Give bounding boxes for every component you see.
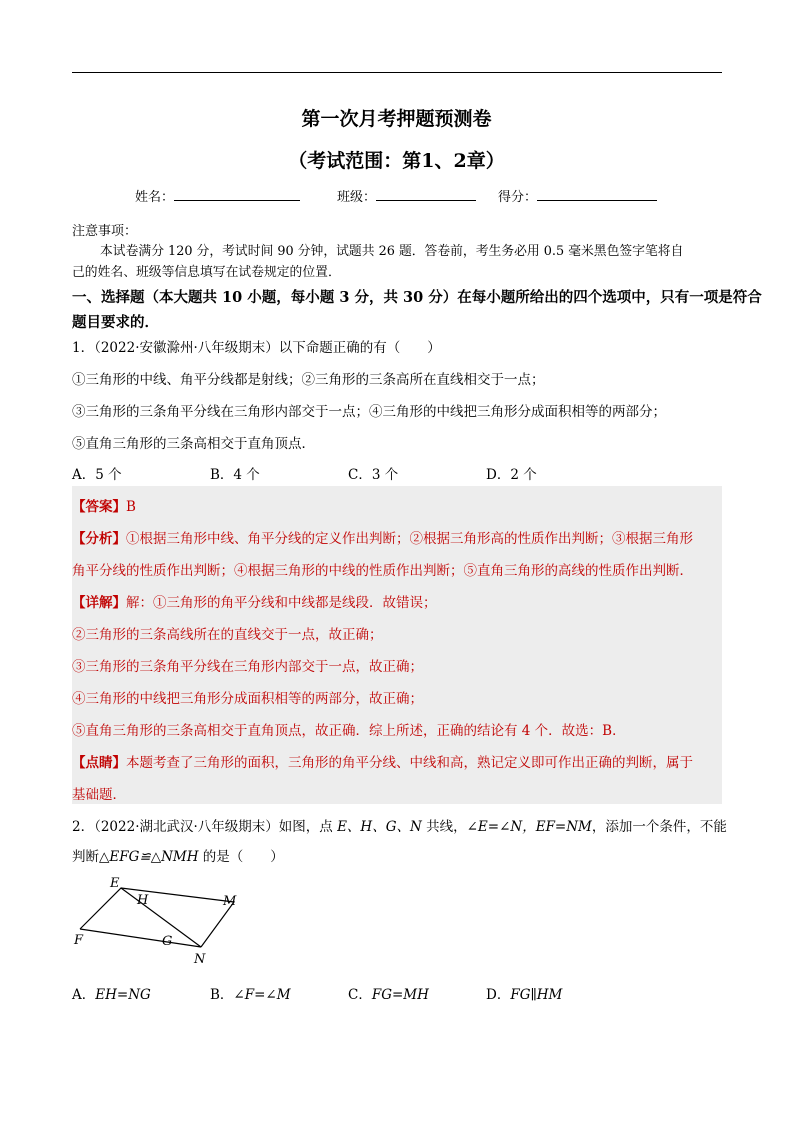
notice-line-2: 己的姓名、班级等信息填写在试卷规定的位置．: [72, 265, 341, 280]
q2-line2-suffix: 的是（ ）: [198, 849, 284, 865]
q1-statement-1: ①三角形的中线、角平分线都是射线；②三角形的三条高所在直线相交于一点；: [72, 372, 545, 388]
q1-comment-1: [72, 751, 693, 771]
q1-detail-3: ③三角形的三条角平分线在三角形内部交于一点，故正确；: [72, 659, 423, 675]
score-label: 得分：: [498, 190, 538, 205]
notice-line-1: 本试卷满分 120 分，考试时间 90 分钟，试题共 26 题．答卷前，考生务必用 0.5 毫米黑色签字笔将自: [100, 244, 684, 259]
q1-answer: [72, 495, 136, 515]
section-heading-2: 题目要求的．: [72, 314, 159, 331]
label-h: H: [137, 893, 149, 908]
comment-text-1: 本题考查了三角形的面积，三角形的角平分线、中线和高，熟记定义即可作出正确的判断，属于: [126, 755, 693, 771]
q2-stem-prefix: 2．（2022·湖北武汉·八年级期末）如图，点: [72, 819, 338, 835]
q2-stem-points: E、H、G、N: [337, 819, 422, 835]
score-field[interactable]: [498, 186, 657, 205]
label-f: F: [74, 933, 84, 948]
q2-option-b-text: ∠F=∠M: [233, 987, 291, 1003]
q2-figure: [70, 870, 250, 970]
name-blank[interactable]: [174, 188, 300, 201]
notice-heading: 注意事项：: [72, 224, 138, 239]
q1-detail-5: ⑤直角三角形的三条高相交于直角顶点，故正确．综上所述，正确的结论有 4 个．故选：B．: [72, 723, 626, 739]
q2-option-c-text: FG=MH: [371, 987, 429, 1003]
label-e: E: [110, 876, 120, 891]
q2-line2-prefix: 判断: [72, 849, 99, 865]
q2-stem-line-2: [72, 845, 284, 865]
detail-text-1: 解：①三角形的角平分线和中线都是线段．故错误；: [126, 595, 437, 611]
q1-option-a[interactable]: A．5 个: [72, 467, 122, 483]
q1-option-b[interactable]: B．4 个: [210, 467, 260, 483]
q2-option-b[interactable]: [210, 983, 291, 1003]
q1-analysis-1: [72, 527, 693, 547]
detail-label: 【详解】: [72, 595, 126, 611]
label-n: N: [194, 952, 206, 967]
label-m: M: [223, 894, 237, 909]
page-title: 第一次月考押题预测卷: [301, 108, 492, 130]
score-blank[interactable]: [537, 188, 657, 201]
answer-value: B: [126, 499, 136, 515]
class-field[interactable]: [337, 186, 476, 205]
analysis-label: 【分析】: [72, 531, 126, 547]
section-heading-1: 一、选择题（本大题共 10 小题，每小题 3 分，共 30 分）在每小题所给出的四个选项中，只有一项是符合: [72, 289, 762, 306]
q2-option-d-letter: D．: [486, 987, 511, 1003]
q1-detail-2: ②三角形的三条高线所在的直线交于一点，故正确；: [72, 627, 383, 643]
comment-label: 【点睛】: [72, 755, 126, 771]
q2-stem-suffix: ，添加一个条件，不能: [591, 819, 727, 835]
q1-statement-2: ③三角形的三条角平分线在三角形内部交于一点；④三角形的中线把三角形分成面积相等的两部分；: [72, 404, 666, 420]
q1-option-d[interactable]: D．2 个: [486, 467, 537, 483]
q2-congruence: △EFG≌△NMH: [99, 849, 199, 865]
q1-analysis-2: 角平分线的性质作出判断；④根据三角形的中线的性质作出判断；⑤直角三角形的高线的性质作出判断．: [72, 563, 693, 579]
q2-stem-condition: ∠E=∠N，EF=NM: [466, 819, 592, 835]
q2-stem-mid: 共线，: [421, 819, 467, 835]
q2-option-c-letter: C．: [348, 987, 372, 1003]
q2-option-c[interactable]: [348, 983, 429, 1003]
class-label: 班级：: [337, 190, 377, 205]
name-field[interactable]: [135, 186, 300, 205]
class-blank[interactable]: [376, 188, 476, 201]
q1-comment-2: 基础题．: [72, 787, 126, 803]
q2-option-a-letter: A．: [72, 987, 96, 1003]
answer-label: 【答案】: [72, 499, 126, 515]
name-label: 姓名：: [135, 190, 175, 205]
q1-detail-4: ④三角形的中线把三角形分成面积相等的两部分，故正确；: [72, 691, 423, 707]
q2-option-d[interactable]: [486, 983, 562, 1003]
q2-option-b-letter: B．: [210, 987, 234, 1003]
label-g: G: [162, 934, 173, 949]
q2-option-a-text: EH=NG: [95, 987, 151, 1003]
q1-option-c[interactable]: C．3 个: [348, 467, 399, 483]
q2-option-a[interactable]: [72, 983, 151, 1003]
q1-detail-1: [72, 591, 437, 611]
analysis-text-1: ①根据三角形中线、角平分线的定义作出判断；②根据三角形高的性质作出判断；③根据三角形: [126, 531, 693, 547]
q2-stem-line-1: [72, 815, 727, 835]
top-rule: [72, 72, 722, 73]
q2-option-d-text: FG∥HM: [510, 987, 563, 1003]
q1-statement-3: ⑤直角三角形的三条高相交于直角顶点．: [72, 436, 315, 452]
page-subtitle: （考试范围：第1、2章）: [288, 150, 505, 172]
q1-stem: 1．（2022·安徽滁州·八年级期末）以下命题正确的有（ ）: [72, 340, 441, 356]
